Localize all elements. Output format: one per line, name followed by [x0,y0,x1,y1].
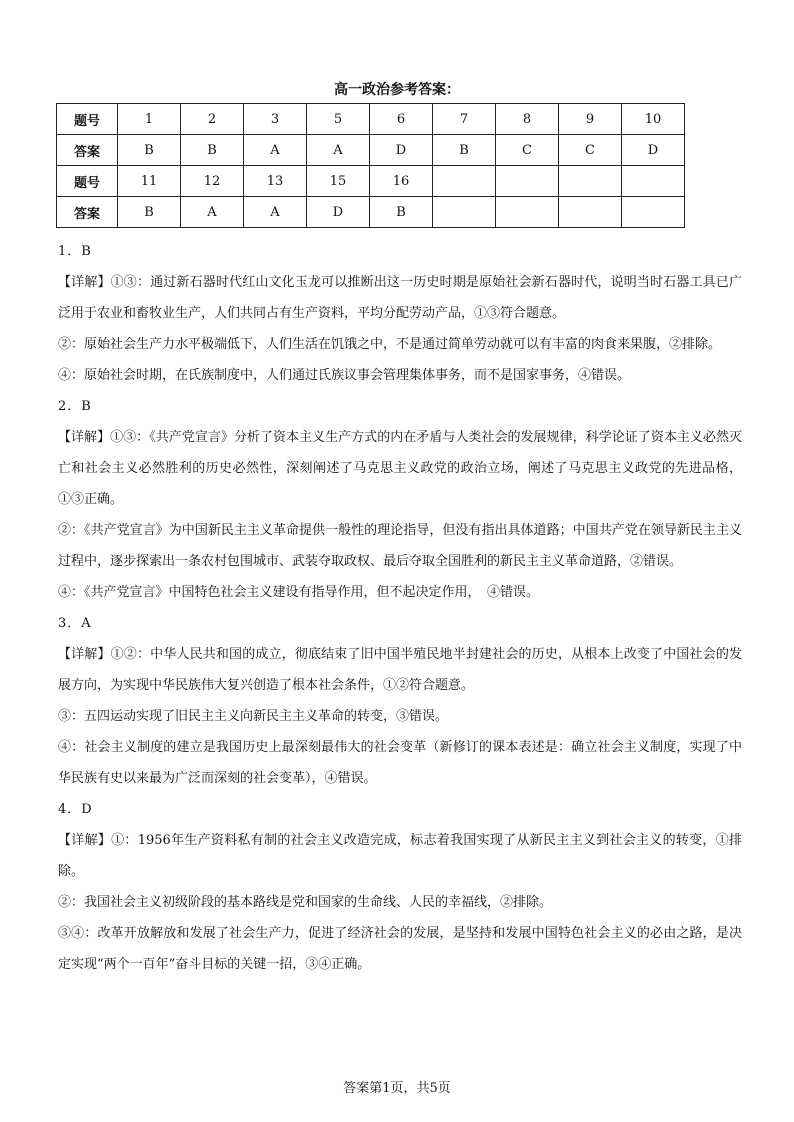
table-cell [433,197,496,228]
table-row [57,135,685,166]
table-cell [559,197,622,228]
explanation-paragraph: ②：我国社会主义初级阶段的基本路线是党和国家的生命线、人民的幸福线，②排除。 [58,895,553,910]
row-header: 题号 [57,166,118,197]
answer-table [56,103,685,228]
table-cell [622,166,685,197]
table-cell: B [181,135,244,166]
table-cell: 3 [244,104,307,135]
table-cell: 13 [244,166,307,197]
table-cell: 8 [496,104,559,135]
table-cell: 16 [370,166,433,197]
table-cell: B [433,135,496,166]
explanation-paragraph: 【详解】①②：中华人民共和国的成立，彻底结束了旧中国半殖民地半封建社会的历史，从根本上改变了中国社会的发展方向，为实现中华民族伟大复兴创造了根本社会条件，①②符合题意。 [58,647,742,693]
table-row [57,166,685,197]
table-cell: 12 [181,166,244,197]
table-cell [433,166,496,197]
table-cell: 2 [181,104,244,135]
table-cell: 6 [370,104,433,135]
explanation-paragraph: ③④：改革开放解放和发展了社会生产力，促进了经济社会的发展，是坚持和发展中国特色社会主义的必由之路，是决定实现“两个一百年”奋斗目标的关键一招，③④正确。 [58,926,742,972]
explanation-paragraph: ④：社会主义制度的建立是我国历史上最深刻最伟大的社会变革（新修订的课本表述是：确立社会主义制度，实现了中华民族有史以来最为广泛而深刻的社会变革），④错误。 [58,740,742,786]
explanation-paragraph: 【详解】①③：《共产党宣言》分析了资本主义生产方式的内在矛盾与人类社会的发展规律，科学论证了资本主义必然灭亡和社会主义必然胜利的历史必然性，深刻阐述了马克思主义政党的政治立场，阐述了马克思主义政党的先进品格，①③正确。 [58,430,742,507]
explanation-paragraph: ②：《共产党宣言》为中国新民主主义革命提供一般性的理论指导，但没有指出具体道路；中国共产党在领导新民主主义过程中，逐步探索出一条农村包围城市、武装夺取政权、最后夺取全国胜利的新民主主义革命道路，②错误。 [58,523,742,569]
table-cell: A [307,135,370,166]
answer-explanations [58,236,742,980]
table-cell: 15 [307,166,370,197]
row-header: 答案 [57,135,118,166]
explanation-paragraph: 【详解】①：1956年生产资料私有制的社会主义改造完成，标志着我国实现了从新民主主义到社会主义的转变，①排除。 [58,833,742,879]
explanation-paragraph: ②：原始社会生产力水平极端低下，人们生活在饥饿之中，不是通过简单劳动就可以有丰富的肉食来果腹，②排除。 [58,337,722,352]
table-cell: 1 [118,104,181,135]
explanation-paragraph: 【详解】①③：通过新石器时代红山文化玉龙可以推断出这一历史时期是原始社会新石器时代，说明当时石器工具已广泛用于农业和畜牧业生产，人们共同占有生产资料，平均分配劳动产品，①③符合题意。 [58,275,742,321]
table-cell: C [496,135,559,166]
table-cell: D [307,197,370,228]
page-title: 高一政治参考答案： [334,82,460,98]
table-cell [496,166,559,197]
table-cell: A [244,135,307,166]
table-cell: B [118,197,181,228]
question-number: 4．D [58,802,93,817]
table-cell: 5 [307,104,370,135]
table-cell: C [559,135,622,166]
table-row [57,104,685,135]
question-number: 1．B [58,244,92,259]
table-cell: 10 [622,104,685,135]
explanation-paragraph: ④：《共产党宣言》中国特色社会主义建设有指导作用，但不起决定作用， ④错误。 [58,585,540,600]
table-cell: A [244,197,307,228]
table-cell: D [622,135,685,166]
table-cell: D [370,135,433,166]
table-cell: B [118,135,181,166]
page-footer: 答案第1页，共5页 [343,1081,451,1096]
table-cell [496,197,559,228]
question-number: 3．A [58,616,92,631]
table-cell: A [181,197,244,228]
table-row [57,197,685,228]
question-number: 2．B [58,399,92,414]
table-cell [622,197,685,228]
explanation-paragraph: ③：五四运动实现了旧民主主义向新民主主义革命的转变，③错误。 [58,709,449,724]
explanation-paragraph: ④：原始社会时期，在氏族制度中，人们通过氏族议事会管理集体事务，而不是国家事务，④错误。 [58,368,631,383]
table-cell: 9 [559,104,622,135]
row-header: 题号 [57,104,118,135]
table-cell [559,166,622,197]
table-cell: B [370,197,433,228]
table-cell: 7 [433,104,496,135]
table-cell: 11 [118,166,181,197]
row-header: 答案 [57,197,118,228]
